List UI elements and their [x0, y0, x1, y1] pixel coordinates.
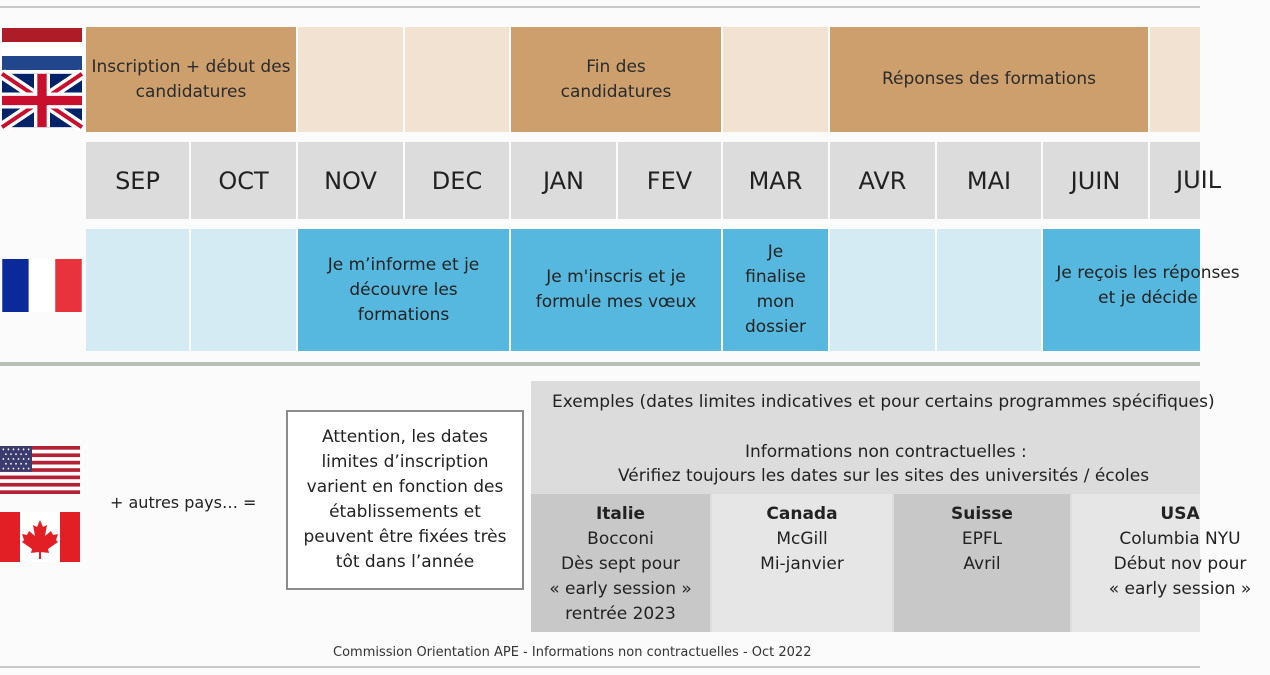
fr-phase-finalize [723, 229, 828, 351]
uk-phase-deadline [511, 27, 721, 132]
month-label: MAI [966, 166, 1012, 195]
uk-phase-deadline-label: Fin des candidatures [560, 56, 672, 102]
school-name: Bocconi [587, 529, 654, 549]
month-sep [86, 142, 189, 219]
month-label: OCT [218, 166, 269, 195]
uk-phase-responses [830, 27, 1148, 132]
month-fev [618, 142, 721, 219]
bottom-divider [0, 666, 1200, 668]
month-label: DEC [431, 166, 483, 195]
month-dec [405, 142, 509, 219]
month-label: FEV [646, 166, 693, 195]
usa-flag [0, 446, 80, 494]
month-oct [191, 142, 296, 219]
deadline-text: « early session » [549, 579, 692, 599]
month-label: JUIL [1176, 166, 1222, 194]
month-label: JUIN [1070, 166, 1121, 195]
deadline-text: rentrée 2023 [565, 604, 676, 624]
country-name: Suisse [951, 504, 1013, 524]
month-label: NOV [324, 166, 377, 195]
uk-phase-responses-label: Réponses des formations [881, 69, 1097, 89]
disclaimer-line-1: Informations non contractuelles : [745, 442, 1027, 462]
deadline-text: Dès sept pour [561, 554, 680, 574]
example-usa-content [1090, 502, 1270, 602]
month-juin [1043, 142, 1148, 219]
fr-empty-mai [937, 229, 1041, 351]
uk-empty-jul [1150, 27, 1200, 132]
month-nov [298, 142, 403, 219]
month-label: SEP [115, 166, 160, 195]
fr-phase-register-label: Je m'inscris et je formule mes vœux [535, 267, 697, 312]
uk-empty-dec [405, 27, 509, 132]
other-countries-label: + autres pays… = [110, 493, 257, 512]
country-name: Canada [766, 504, 838, 524]
month-label: MAR [748, 166, 803, 195]
footer-text: Commission Orientation APE - Informations non contractuelles - Oct 2022 [333, 645, 812, 660]
example-italie [531, 494, 710, 632]
nl-uk-flags [2, 28, 82, 128]
fr-phase-register [511, 229, 721, 351]
fr-phase-responses-label: Je reçois les réponses et je décide [1056, 263, 1240, 308]
top-divider [0, 6, 1200, 8]
fr-phase-responses [1043, 229, 1240, 351]
month-mai [937, 142, 1041, 219]
fr-empty-avr [830, 229, 935, 351]
uk-phase-registration [86, 27, 296, 132]
month-jan [511, 142, 616, 219]
fr-phase-inform [298, 229, 509, 351]
examples-heading: Exemples (dates limites indicatives et pour certains programmes spécifiques) [552, 392, 1215, 412]
example-usa [1072, 494, 1252, 632]
france-flag [2, 259, 82, 312]
fr-phase-finalize-label: Je finalise mon dossier [744, 242, 807, 337]
uk-flag [2, 73, 82, 128]
disclaimer-line-2: Vérifiez toujours les dates sur les sites des universités / écoles [618, 466, 1150, 486]
example-suisse [894, 494, 1070, 632]
deadline-text: Mi-janvier [760, 554, 844, 574]
month-mar [723, 142, 828, 219]
fr-empty-oct [191, 229, 296, 351]
fr-empty-sep [86, 229, 189, 351]
uk-empty-mar [723, 27, 828, 132]
school-name: Columbia NYU [1119, 529, 1241, 549]
warning-note [286, 410, 524, 590]
month-avr [830, 142, 935, 219]
warning-note-text: Attention, les dates limites d’inscription varient en fonction des établissements et peuvent être fixées très tôt dans l’année [303, 427, 507, 572]
uk-phase-registration-label: Inscription + début des candidatures [91, 56, 291, 102]
deadline-text: Avril [963, 554, 1001, 574]
example-canada [712, 494, 892, 632]
month-juil [1150, 142, 1222, 219]
deadline-text: Début nov pour [1113, 554, 1247, 574]
school-name: EPFL [961, 529, 1003, 549]
month-label: AVR [858, 166, 907, 195]
school-name: McGill [776, 529, 828, 549]
uk-empty-nov [298, 27, 403, 132]
deadline-text: « early session » [1108, 579, 1252, 599]
fr-phase-inform-label: Je m’informe et je découvre les formations [327, 254, 480, 325]
canada-flag [0, 512, 80, 562]
month-label: JAN [542, 166, 585, 195]
section-divider [0, 362, 1200, 366]
country-name: Italie [595, 504, 646, 524]
country-name: USA [1160, 504, 1200, 524]
